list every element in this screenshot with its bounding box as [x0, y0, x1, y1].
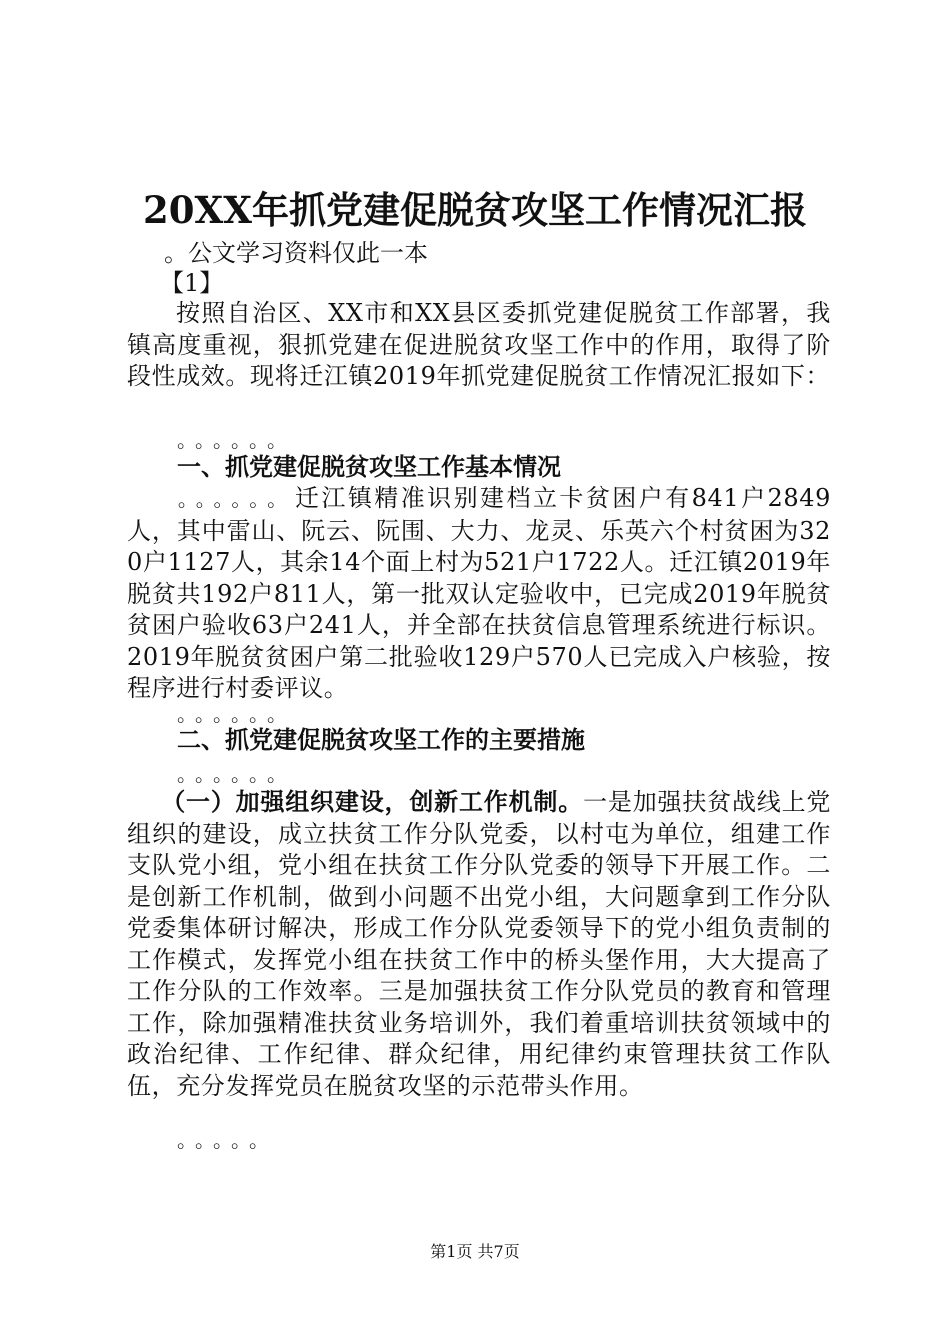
page-footer: 第1页 共7页: [430, 1242, 520, 1261]
section-heading-1: 一、抓党建促脱贫攻坚工作基本情况: [177, 452, 561, 481]
paragraph-basic-situation: [127, 483, 831, 705]
ellipsis-dots: 。。。。。。: [177, 762, 295, 786]
ellipsis-dots: 。。。。。。: [177, 428, 295, 452]
paragraph-main-measures: [127, 786, 831, 1102]
ellipsis-dots: 。。。。。: [177, 1128, 277, 1152]
section-marker: 【1】: [160, 269, 224, 297]
ellipsis-dots: 。。。。。。: [177, 702, 295, 726]
document-subtitle: 。公文学习资料仅此一本: [164, 239, 428, 267]
paragraph-text: 迁江镇精准识别建档立卡贫困户有841户2849人，其中雷山、阮云、阮围、大力、龙灵、乐英六个村贫困为320户1127人，其余14个面上村为521户1722人。迁江镇2019年脱贫共192户811人，第一批双认定验收中，已完成2019年脱贫贫困户验收63户241人，并全部在扶贫信息管理系统进行标识。2019年脱贫贫困户第二批验收129户570人已完成入户核验，按程序进行村委评议。: [127, 484, 832, 702]
section-heading-2: 二、抓党建促脱贫攻坚工作的主要措施: [177, 725, 585, 754]
paragraph-text: 一是加强扶贫战线上党组织的建设，成立扶贫工作分队党委，以村屯为单位，组建工作支队党小组，党小组在扶贫工作分队党委的领导下开展工作。二是创新工作机制，做到小问题不出党小组，大问题拿到工作分队党委集体研讨解决，形成工作分队党委领导下的党小组负责制的工作模式，发挥党小组在扶贫工作中的桥头堡作用，大大提高了工作分队的工作效率。三是加强扶贫工作分队党员的教育和管理工作，除加强精准扶贫业务培训外，我们着重培训扶贫领域中的政治纪律、工作纪律、群众纪律，用纪律约束管理扶贫工作队伍，充分发挥党员在脱贫攻坚的示范带头作用。: [127, 788, 832, 1100]
paragraph-dots: 。。。。。。: [176, 487, 295, 511]
document-title: 20XX年抓党建促脱贫攻坚工作情况汇报: [143, 188, 807, 232]
paragraph-lead: （一）加强组织建设，创新工作机制。: [161, 787, 584, 816]
intro-paragraph: 按照自治区、XX市和XX县区委抓党建促脱贫工作部署，我镇高度重视，狠抓党建在促进脱贫攻坚工作中的作用，取得了阶段性成效。现将迁江镇2019年抓党建促脱贫工作情况汇报如下：: [127, 299, 831, 390]
